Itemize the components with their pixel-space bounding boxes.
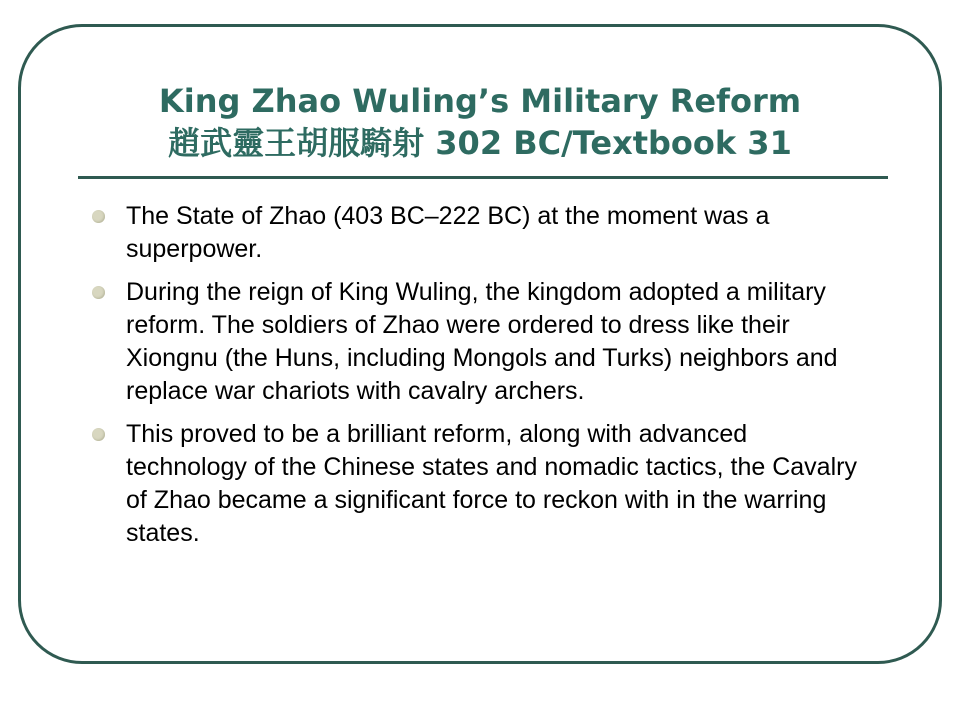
bullet-item [90, 276, 870, 408]
title-line-chinese: 趙武靈王胡服騎射 302 BC/Textbook 31 [168, 124, 792, 162]
bullet-text: This proved to be a brilliant reform, along with advanced technology of the Chinese states and nomadic tactics, the Cavalry of Zhao became a significant force to reckon with in the warring states. [126, 420, 857, 547]
bullet-item [90, 418, 870, 550]
slide-title [100, 80, 860, 164]
bullet-dot-icon [92, 428, 105, 441]
bullet-list [90, 200, 870, 560]
bullet-dot-icon [92, 210, 105, 223]
bullet-text: During the reign of King Wuling, the kingdom adopted a military reform. The soldiers of Zhao were ordered to dress like their Xiongnu (the Huns, including Mongols and Turks) neighbors and replace war chariots with cavalry archers. [126, 278, 838, 405]
bullet-dot-icon [92, 286, 105, 299]
title-line-english: King Zhao Wuling’s Military Reform [158, 82, 802, 120]
bullet-text: The State of Zhao (403 BC–222 BC) at the moment was a superpower. [126, 202, 770, 263]
title-divider [78, 176, 888, 179]
bullet-item [90, 200, 870, 266]
